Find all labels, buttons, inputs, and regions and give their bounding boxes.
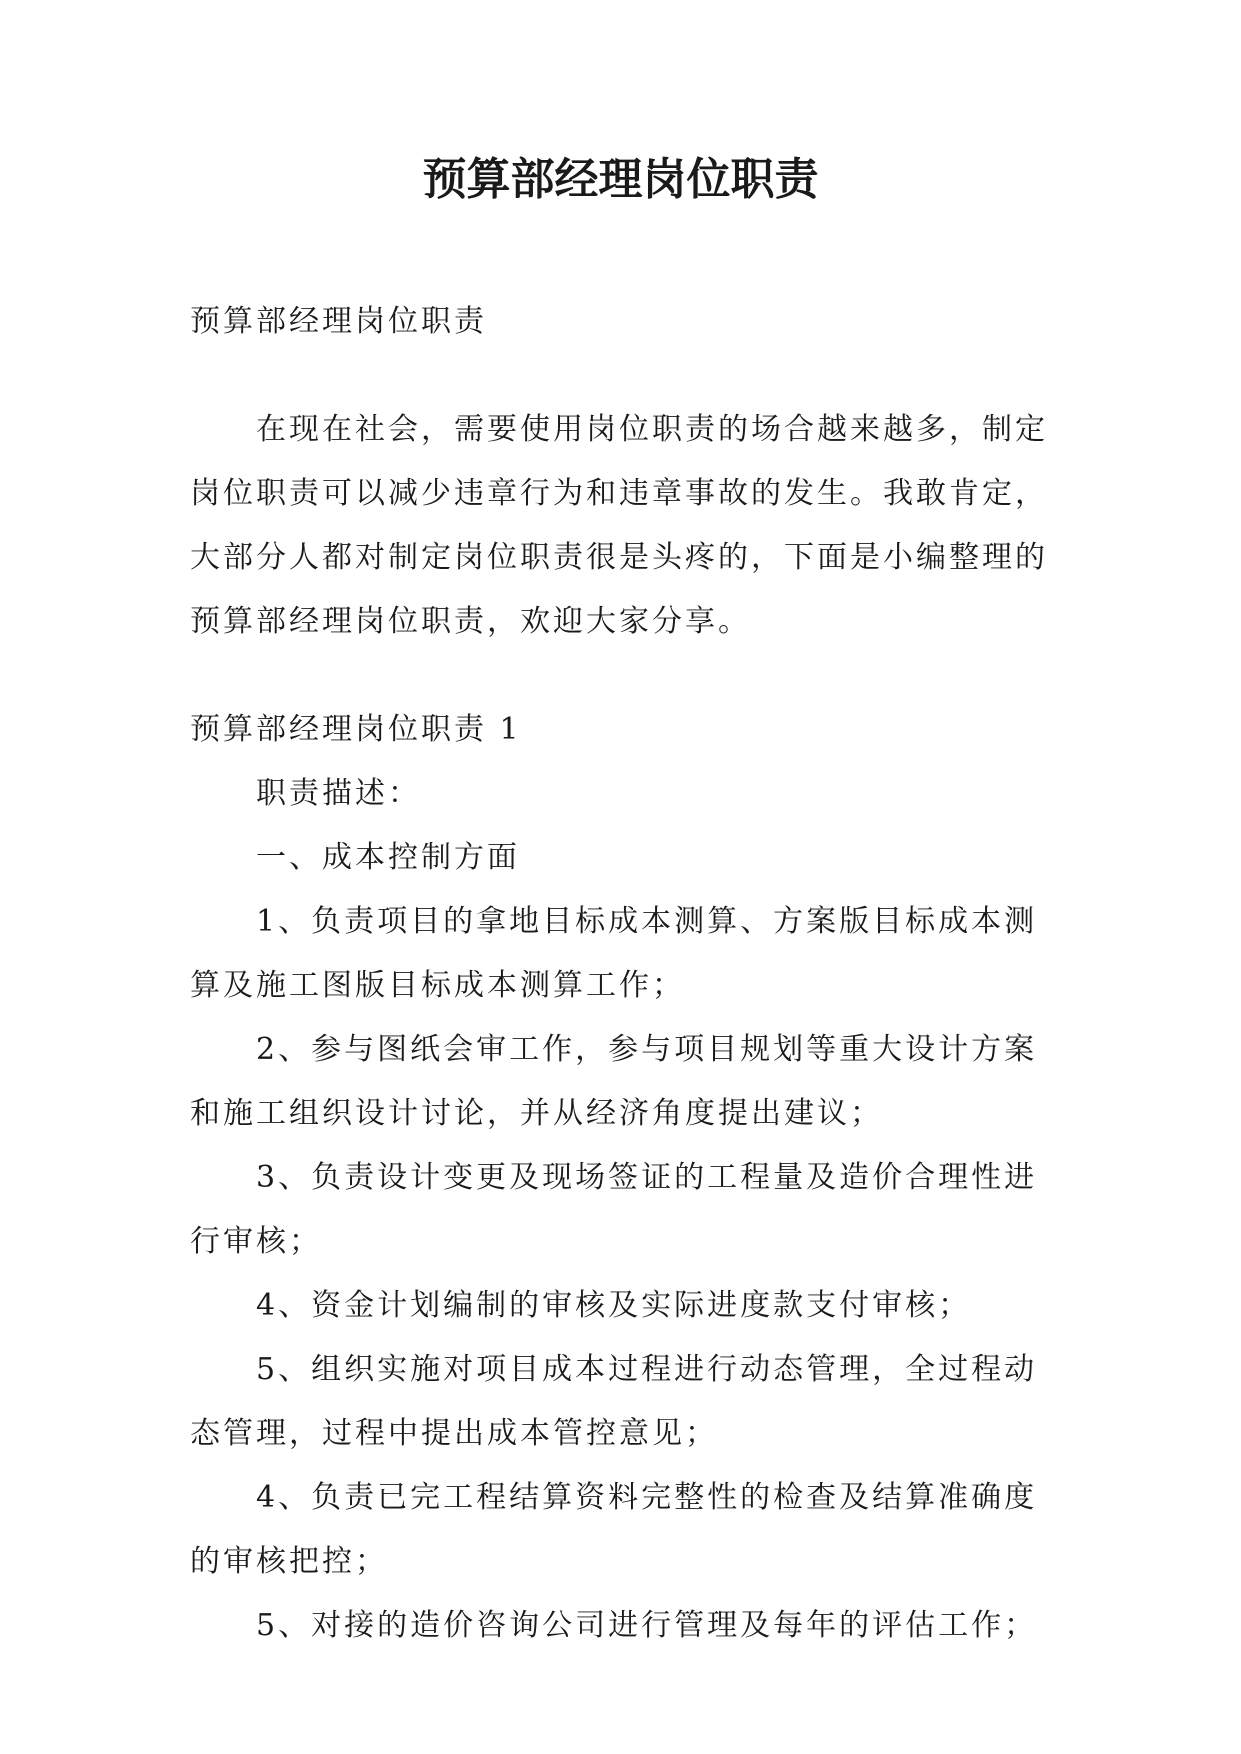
- duty-item: 5、对接的造价咨询公司进行管理及每年的评估工作；: [256, 1608, 1038, 1643]
- document-body: [190, 290, 1070, 1658]
- document-title: 预算部经理岗位职责: [422, 154, 819, 205]
- duty-item: 2、参与图纸会审工作，参与项目规划等重大设计方案和施工组织设计讨论，并从经济角度提出建议；: [190, 1032, 1038, 1131]
- intro-paragraph: 在现在社会，需要使用岗位职责的场合越来越多，制定岗位职责可以减少违章行为和违章事故的发生。我敢肯定，大部分人都对制定岗位职责很是头疼的，下面是小编整理的预算部经理岗位职责，欢迎大家分享。: [190, 412, 1048, 639]
- duty-item: 5、组织实施对项目成本过程进行动态管理，全过程动态管理，过程中提出成本管控意见；: [190, 1352, 1038, 1451]
- duty-item: 4、资金计划编制的审核及实际进度款支付审核；: [256, 1288, 972, 1323]
- part-heading: 一、成本控制方面: [256, 840, 520, 875]
- subtitle: 预算部经理岗位职责: [190, 304, 487, 339]
- description-label: 职责描述：: [256, 776, 421, 811]
- section-title: 预算部经理岗位职责 1: [190, 712, 522, 747]
- duty-item: 1、负责项目的拿地目标成本测算、方案版目标成本测算及施工图版目标成本测算工作；: [190, 904, 1038, 1003]
- duty-item: 3、负责设计变更及现场签证的工程量及造价合理性进行审核；: [190, 1160, 1038, 1259]
- duty-item: 4、负责已完工程结算资料完整性的检查及结算准确度的审核把控；: [190, 1480, 1038, 1579]
